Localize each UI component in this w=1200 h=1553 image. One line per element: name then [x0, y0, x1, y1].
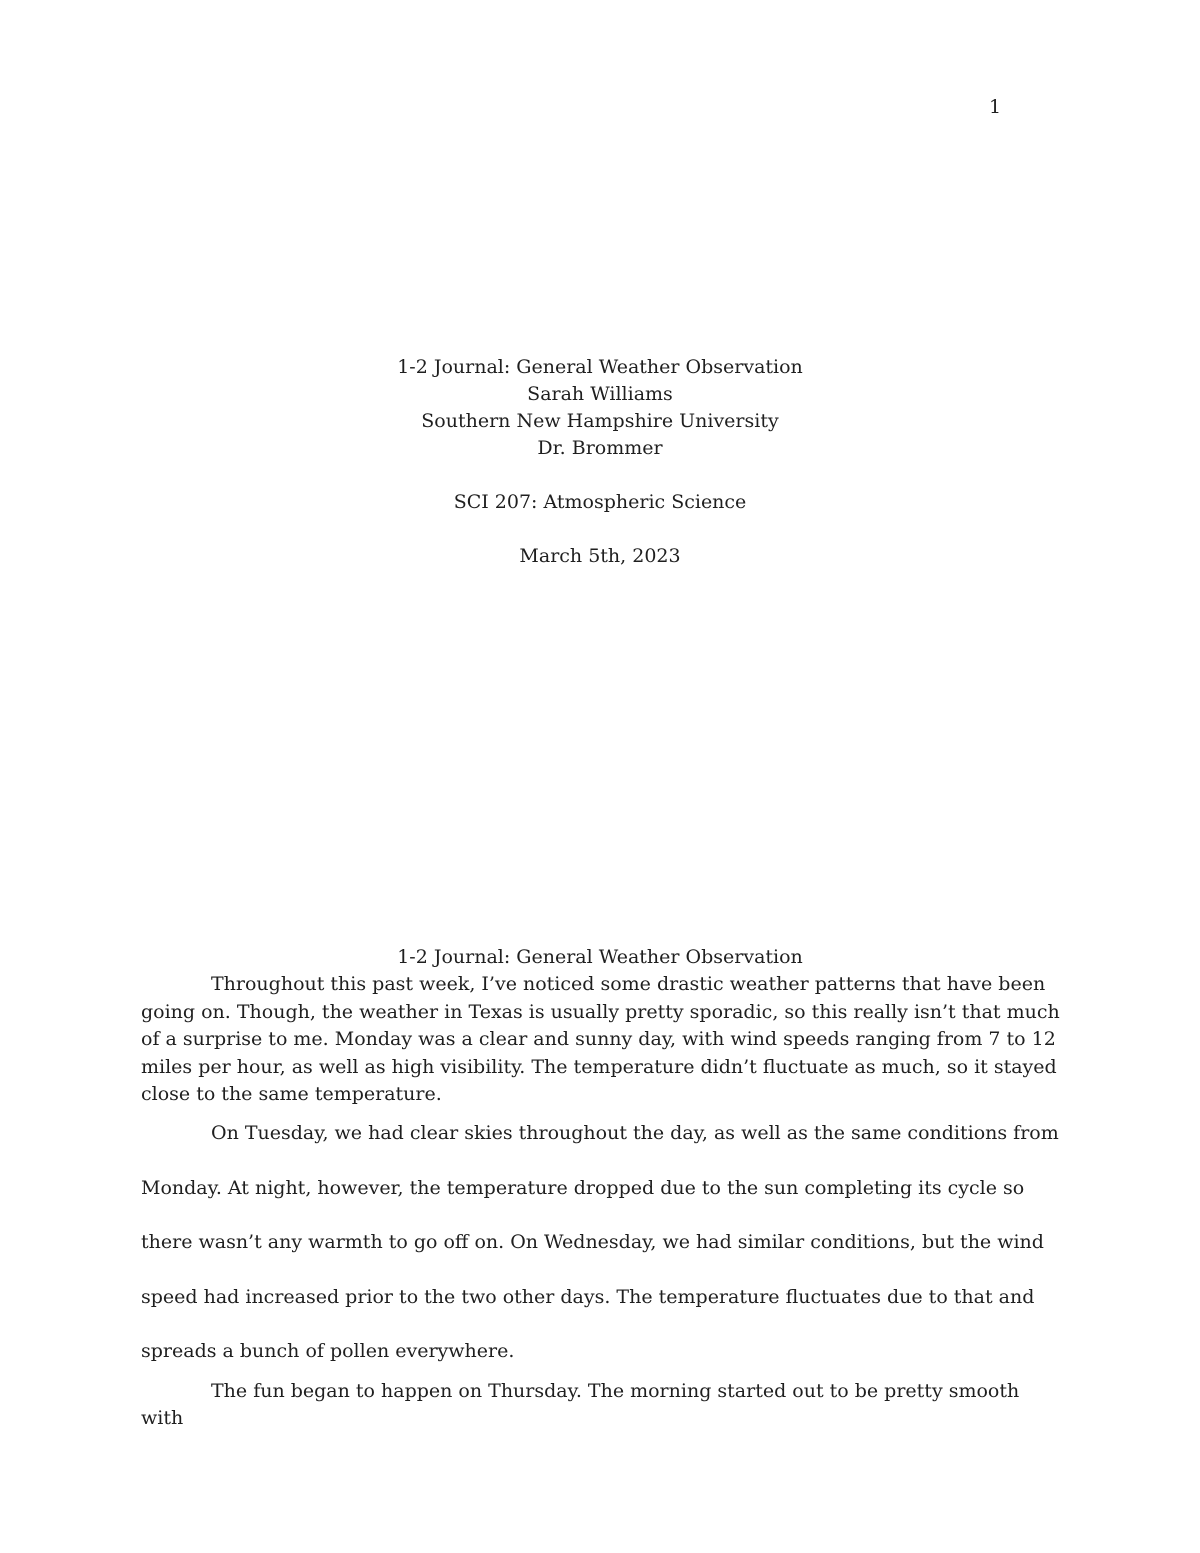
page-number: 1 — [988, 96, 1002, 118]
paragraph-3: The fun began to happen on Thursday. The morning started out to be pretty smooth with — [141, 1380, 1020, 1429]
institution-name: Southern New Hampshire University — [421, 410, 779, 432]
paragraph-1: Throughout this past week, I’ve noticed some drastic weather patterns that have been going on. Though, the weather in Texas is usually pretty sporadic, so this really isn’t that much of a surprise to me. Monday was a clear and sunny day, with wind speeds ranging from 7 to 12 miles per hour, as well as high visibility. The temperature didn’t fluctuate as much, so it stayed close to the same temperature. — [141, 973, 1060, 1105]
document-title: 1-2 Journal: General Weather Observation — [397, 356, 803, 378]
instructor-name: Dr. Brommer — [537, 437, 663, 459]
course-name: SCI 207: Atmospheric Science — [453, 491, 747, 513]
author-name: Sarah Williams — [527, 383, 673, 405]
title-page-block — [0, 354, 1200, 570]
spacer — [0, 462, 1200, 489]
spacer — [0, 516, 1200, 543]
document-date: March 5th, 2023 — [519, 545, 681, 567]
body-heading: 1-2 Journal: General Weather Observation — [397, 946, 803, 968]
paragraph-2: On Tuesday, we had clear skies throughout the day, as well as the same conditions from Monday. At night, however, the temperature dropped due to the sun completing its cycle so there wasn’t any warmth to go off on. On Wednesday, we had similar conditions, but the wind speed had increased prior to the two other days. The temperature fluctuates due to that and spreads a bunch of pollen everywhere. — [141, 1122, 1059, 1362]
